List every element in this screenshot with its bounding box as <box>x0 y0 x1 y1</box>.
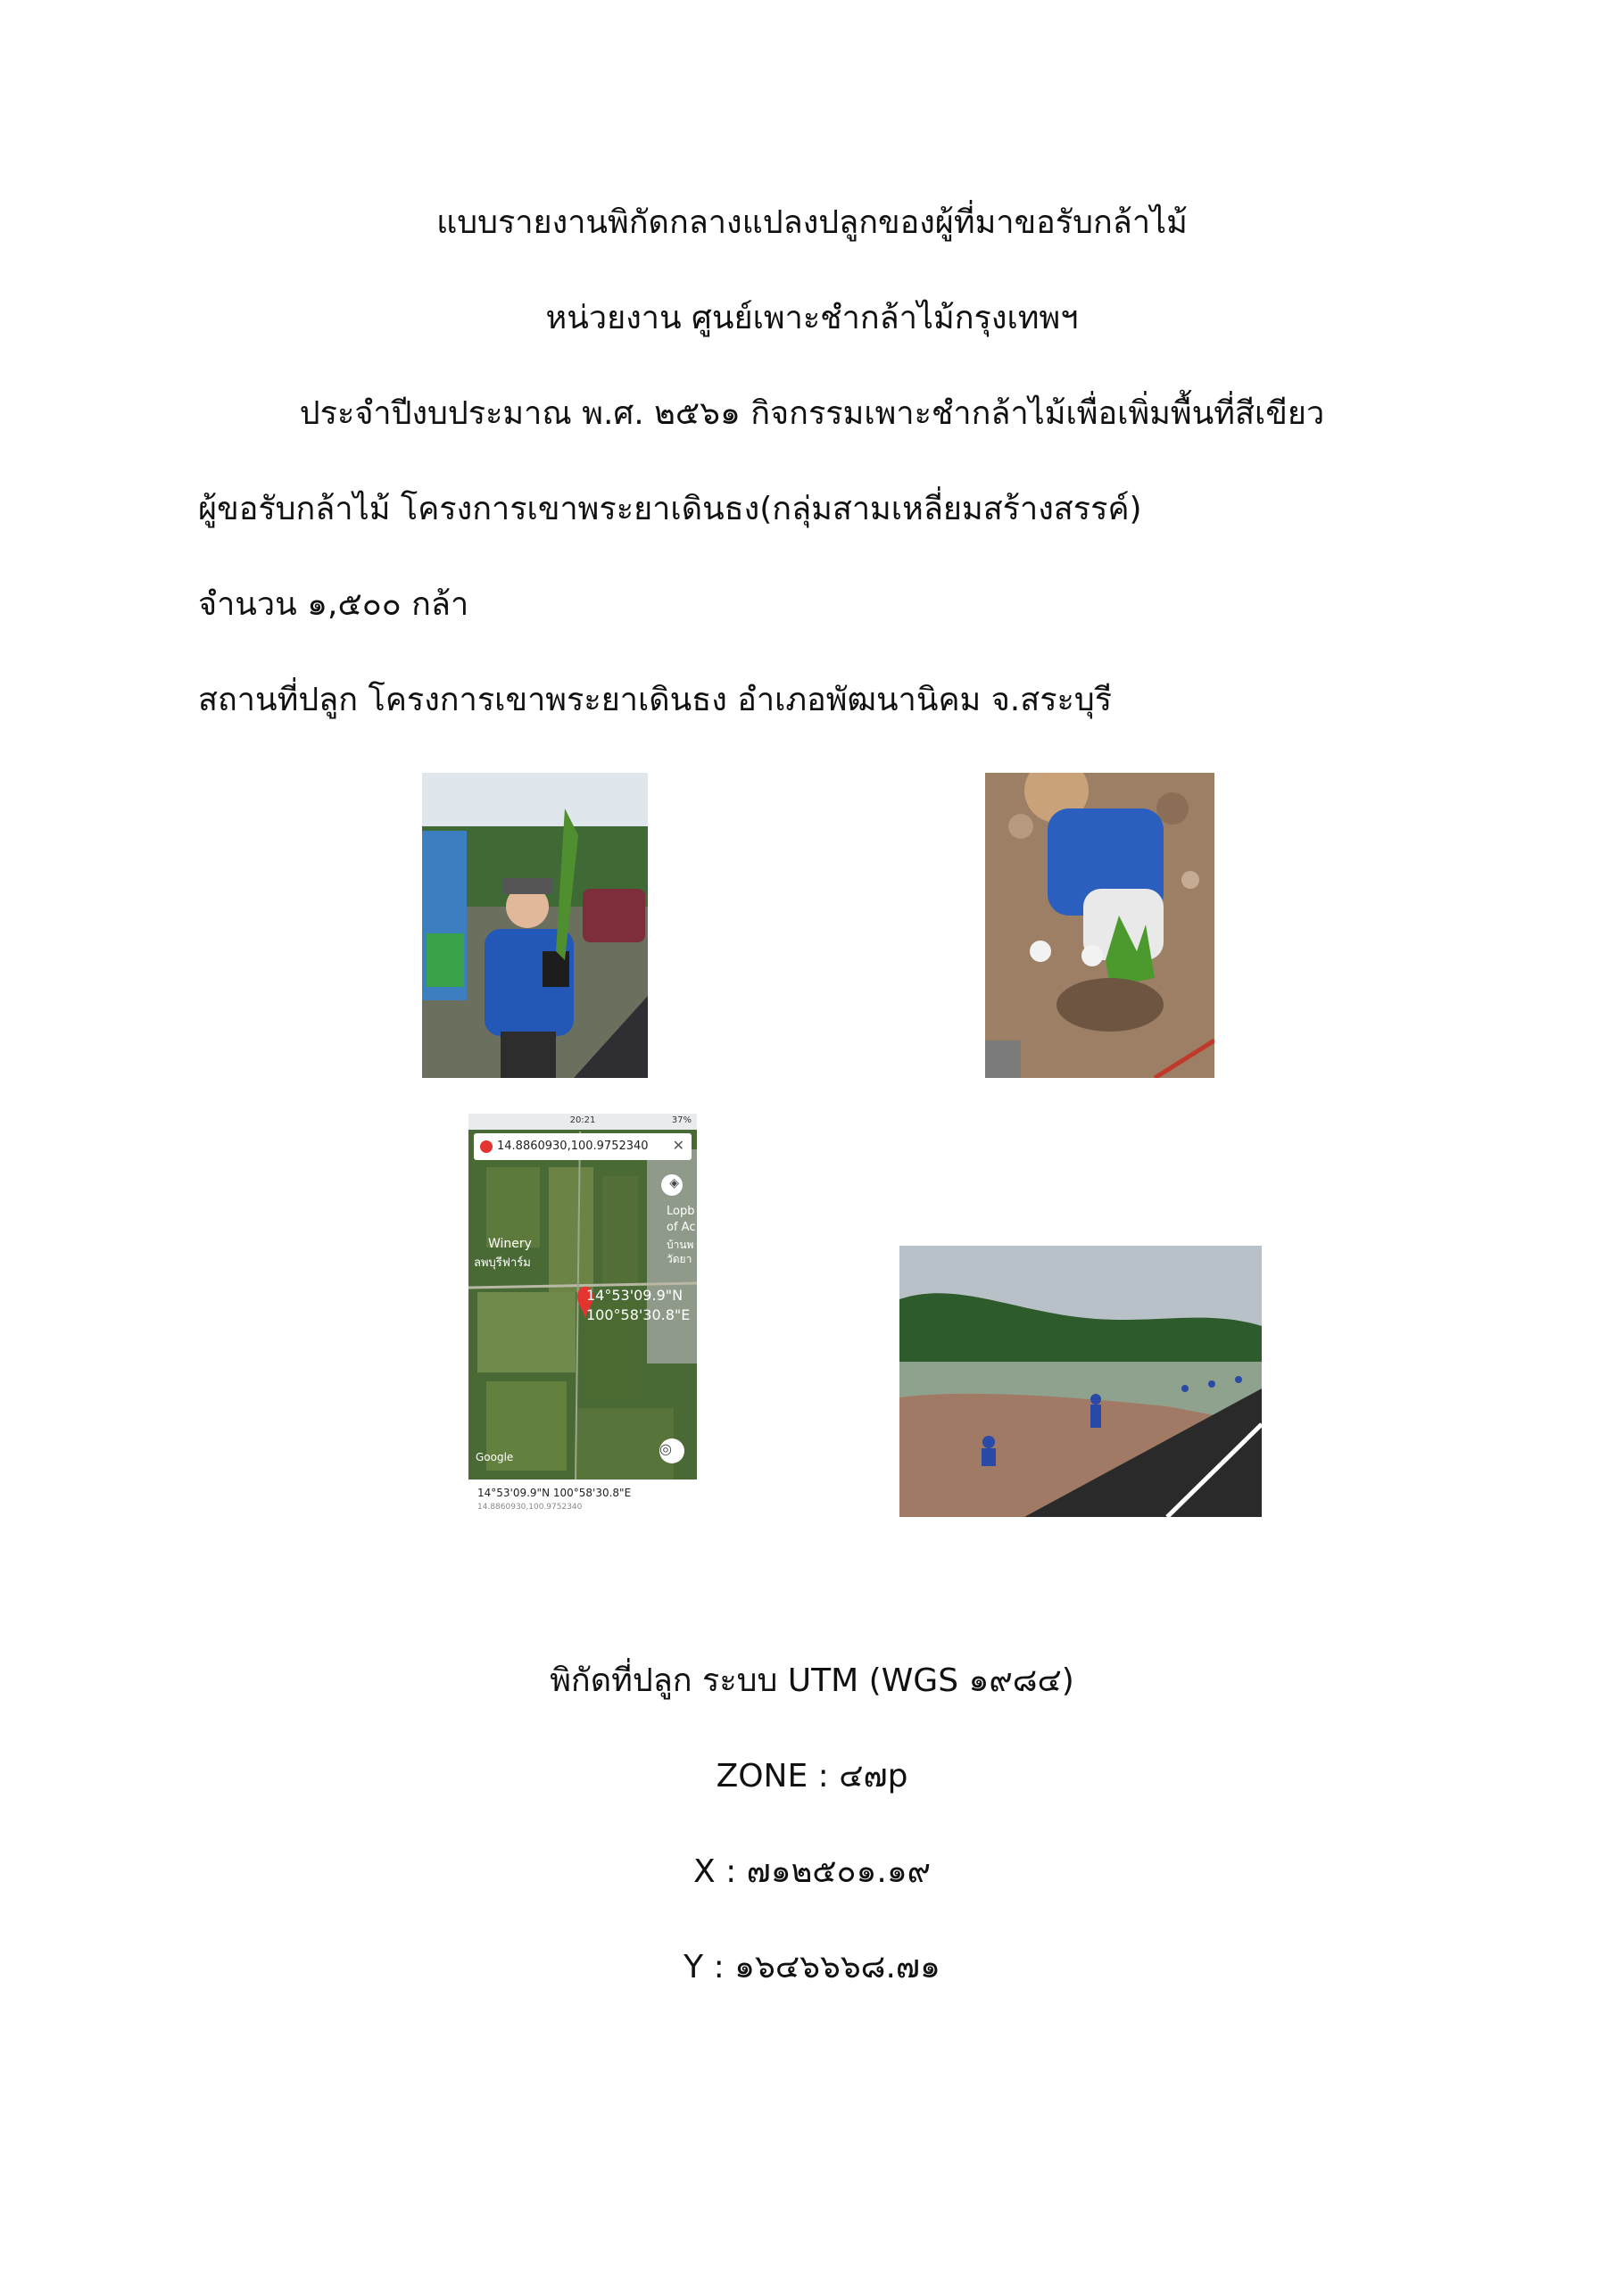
report-title: แบบรายงานพิกัดกลางแปลงปลูกของผู้ที่มาขอรับกล้าไม้ <box>436 204 1188 241</box>
map-search-input[interactable]: 14.8860930,100.9752340 <box>497 1140 649 1153</box>
bottom-sub-coordinates: 14.8860930,100.9752340 <box>477 1503 583 1512</box>
coordinates-heading: พิกัดที่ปลูก ระบบ UTM (WGS ๑๙๘๔) <box>550 1662 1074 1699</box>
photo-planting-roadside-lake <box>899 1246 1262 1517</box>
locate-icon[interactable]: ◎ <box>659 1440 672 1457</box>
pin-longitude: 100°58'30.8"E <box>586 1306 691 1323</box>
fiscal-year-line: ประจำปีงบประมาณ พ.ศ. ๒๕๖๑ กิจกรรมเพาะชำกล้าไม้เพื่อเพิ่มพื้นที่สีเขียว <box>299 395 1325 432</box>
photo-woman-planting <box>985 773 1214 1078</box>
pin-latitude: 14°53'09.9"N <box>586 1287 684 1304</box>
quantity-line: จำนวน ๑,๕๐๐ กล้า <box>198 586 469 623</box>
coordinates-x: X : ๗๑๒๕๐๑.๑๙ <box>692 1853 932 1890</box>
google-logo: Google <box>476 1451 514 1463</box>
map-label-side-1: Lopb <box>667 1205 695 1218</box>
location-line: สถานที่ปลูก โครงการเขาพระยาเดินธง อำเภอพัฒนานิคม จ.สระบุรี <box>198 682 1113 718</box>
agency-line: หน่วยงาน ศูนย์เพาะชำกล้าไม้กรุงเทพฯ <box>545 300 1079 336</box>
map-label-side-2: of Ac <box>667 1221 696 1234</box>
coordinates-y: Y : ๑๖๔๖๖๖๘.๗๑ <box>684 1949 940 1985</box>
status-time: 20:21 <box>569 1115 596 1125</box>
layers-icon[interactable]: ◈ <box>669 1176 679 1190</box>
status-battery: 37% <box>671 1115 692 1125</box>
coordinates-zone: ZONE : ๔๗p <box>716 1758 908 1795</box>
photo-woman-holding-seedling <box>422 773 648 1078</box>
map-screenshot <box>468 1114 697 1517</box>
map-label-side-3: บ้านพ <box>667 1239 694 1251</box>
bottom-coordinates: 14°53'09.9"N 100°58'30.8"E <box>477 1487 632 1499</box>
map-label-winery-local: ลพบุรีฟาร์ม <box>474 1256 531 1270</box>
map-label-winery: Winery <box>488 1237 532 1251</box>
close-icon[interactable]: ✕ <box>672 1137 684 1154</box>
recipient-line: ผู้ขอรับกล้าไม้ โครงการเขาพระยาเดินธง(กลุ่มสามเหลี่ยมสร้างสรรค์) <box>198 491 1142 527</box>
map-label-side-4: วัดยา <box>667 1253 692 1265</box>
